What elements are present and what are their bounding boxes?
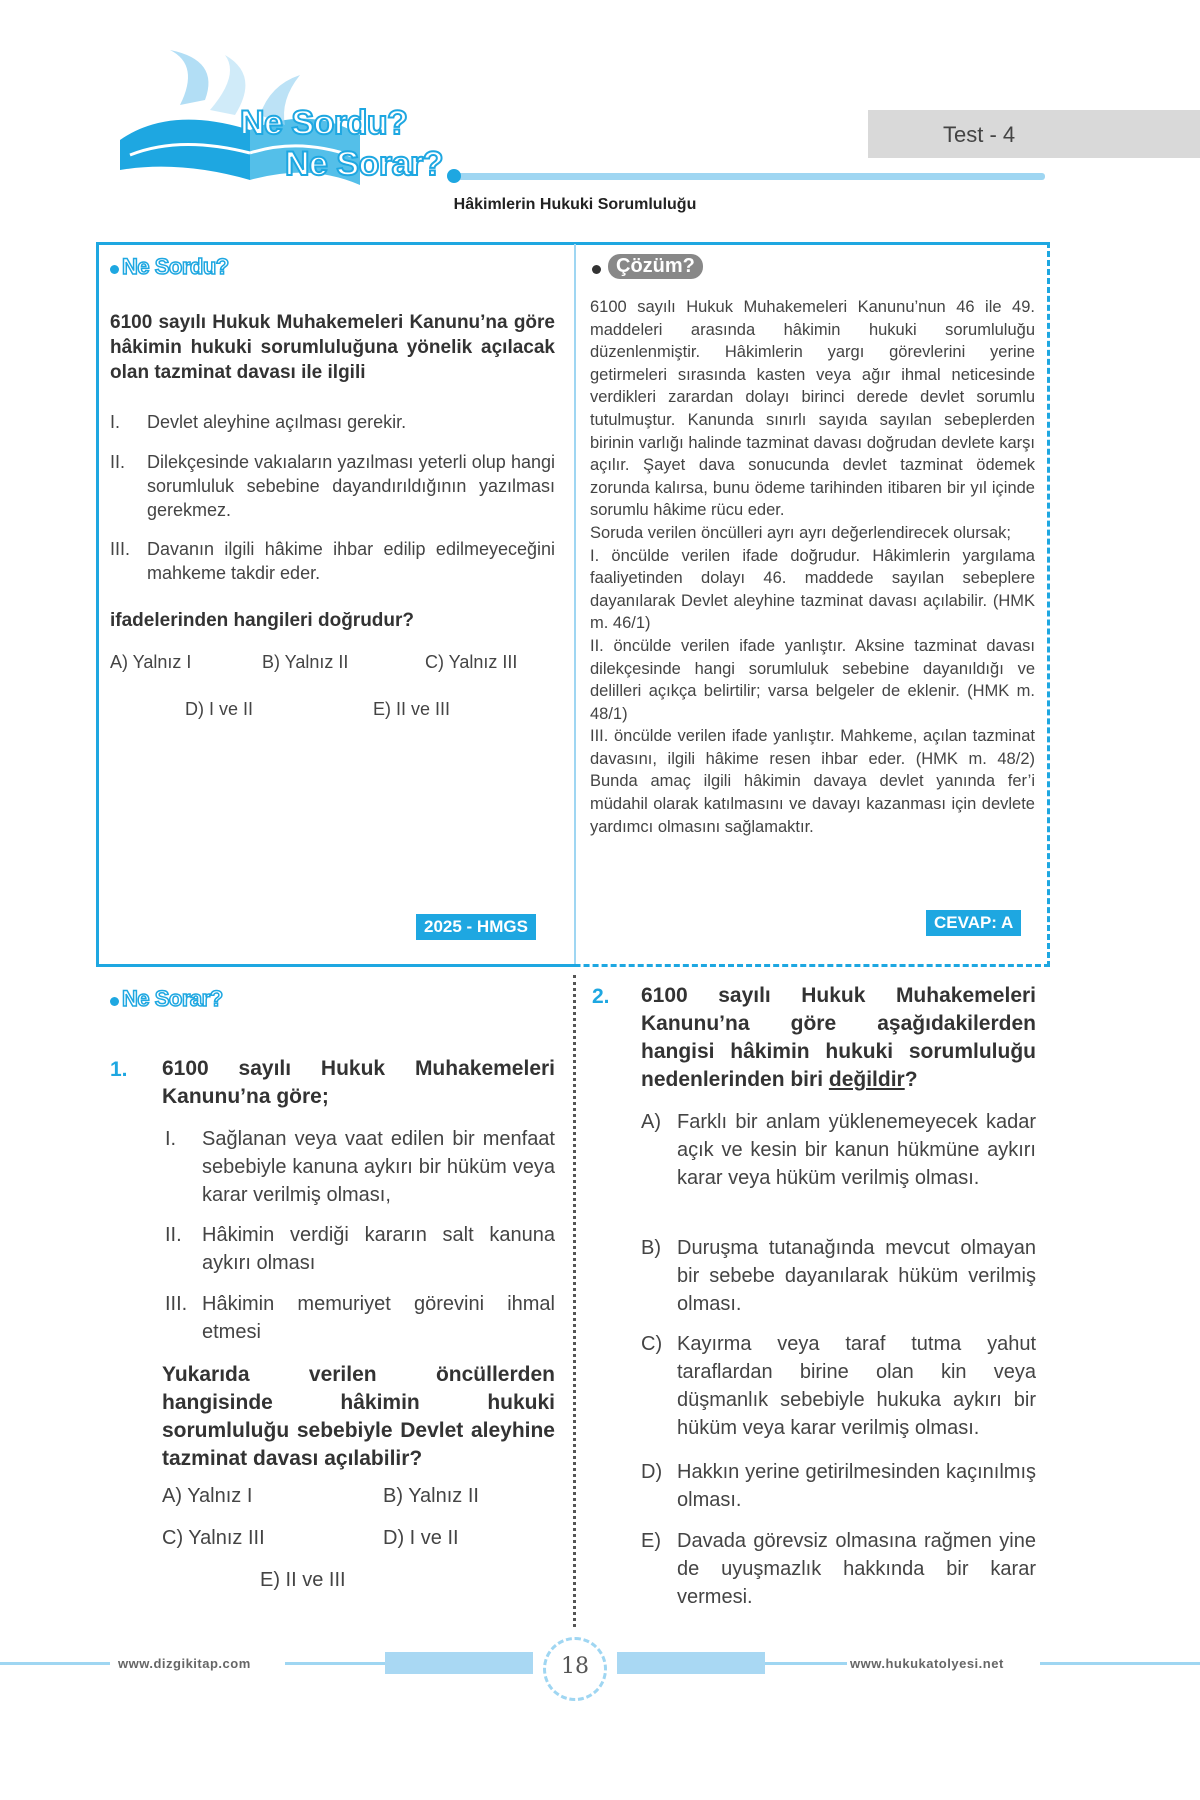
item-text: Davanın ilgili hâkime ihbar edilip edilmeyeceğini mahkeme takdir eder. [147, 539, 555, 583]
item-text: Dilekçesinde vakıaların yazılması yeterli olup hangi sorumluluk sebebine dayandırıldığının yazılması gerekmez. [147, 452, 555, 520]
ne-sordu-dot [110, 265, 119, 274]
q1-option-d: D) I ve II [383, 1527, 459, 1549]
ne-sorar-heading: Ne Sorar? [122, 986, 223, 1011]
box-bottom-border [96, 964, 576, 967]
option-text: Farklı bir anlam yüklenemeyecek kadar açık ve kesin bir kanun hükmüne aykırı karar veya hüküm verilmiş olması. [677, 1111, 1036, 1189]
footer-bar [385, 1652, 533, 1674]
solution-paragraph: III. öncülde verilen ifade yanlıştır. Mahkeme, açılan tazminat davasını, ilgili hâkime resen ihbar eder. (HMK m. 48/2) Bunda amaç ilgili hâkimin davaya devlet yanında fer’i müdahil olarak katılmasını ve davayı kazanması için devlete yardımcı olmasını sağlamaktır. [590, 727, 1035, 836]
item-number: I. [110, 412, 121, 432]
option-text: Kayırma veya taraf tutma yahut taraflardan birine olan kin veya düşmanlık sebebiyle hukuka aykırı bir hüküm veya karar verilmiş olması. [677, 1333, 1036, 1439]
question-1-stem: 6100 sayılı Hukuk Muhakemeleri Kanunu’na göre; [162, 1057, 555, 1108]
ne-sordu-item [110, 410, 555, 434]
question-2-number: 2. [592, 985, 610, 1008]
item-text: Hâkimin memuriyet görevini ihmal etmesi [202, 1293, 555, 1343]
question-1-item [165, 1125, 555, 1209]
item-number: II. [165, 1224, 182, 1246]
cozum-dot [592, 265, 601, 274]
q2-option [641, 1330, 1036, 1442]
question-1-item [165, 1221, 555, 1277]
option-d: D) I ve II [185, 699, 254, 719]
option-c: C) Yalnız III [425, 652, 518, 672]
ne-sordu-heading: Ne Sordu? [122, 254, 229, 279]
item-number: III. [165, 1293, 188, 1315]
option-text: Duruşma tutanağında mevcut olmayan bir sebebe dayanılarak hüküm verilmiş olması. [677, 1237, 1036, 1315]
option-a: A) Yalnız I [110, 652, 192, 672]
question-2-stem-end: ? [904, 1068, 918, 1091]
item-text: Sağlanan veya vaat edilen bir menfaat sebebiyle kanuna aykırı bir hüküm veya karar verilmiş olması, [202, 1128, 555, 1206]
question-1-number: 1. [110, 1058, 128, 1081]
cozum-heading: Çözüm? [608, 254, 703, 279]
question-1-prompt: Yukarıda verilen öncüllerden hangisinde hâkimin hukuki sorumluluğu sebebiyle Devlet aleyhine tazminat davası açılabilir? [162, 1363, 555, 1470]
footer-bar [617, 1652, 765, 1674]
footer-line [285, 1662, 385, 1665]
question-1-item [165, 1290, 555, 1346]
topic-title: Hâkimlerin Hukuki Sorumluluğu [453, 196, 697, 213]
logo-title-line1: Ne Sordu? [240, 104, 408, 142]
option-letter: A) [641, 1111, 661, 1133]
option-e: E) II ve III [373, 699, 451, 719]
ne-sorar-dot [110, 997, 119, 1006]
item-number: I. [165, 1128, 177, 1150]
footer-line [0, 1662, 110, 1665]
q1-option-e: E) II ve III [260, 1569, 346, 1591]
option-letter: D) [641, 1461, 663, 1483]
test-label: Test - 4 [943, 122, 1016, 147]
solution-paragraph: I. öncülde verilen ifade doğrudur. Hâkimlerin yargılama faaliyetinden dolayı 46. maddede sayılan sebeplere dayanılarak Devlet aleyhine tazminat davası açılabilir. (HMK m. 46/1) [590, 546, 1035, 633]
item-number: III. [110, 539, 131, 559]
option-letter: C) [641, 1333, 663, 1355]
footer-right-url[interactable]: www.hukukatolyesi.net [850, 1656, 1004, 1671]
footer-line [1040, 1662, 1200, 1665]
test-label-box [868, 110, 1200, 158]
question-2-stem-text: 6100 sayılı Hukuk Muhakemeleri Kanunu’na göre aşağıdakilerden hangisi hâkimin hukuki sorumluluğu nedenlerinden biri [641, 984, 1036, 1091]
footer-left-url[interactable]: www.dizgikitap.com [118, 1656, 251, 1671]
item-text: Hâkimin verdiği kararın salt kanuna aykırı olması [202, 1224, 555, 1274]
exam-badge: 2025 - HMGS [416, 914, 536, 940]
header-divider [455, 173, 1045, 180]
option-b: B) Yalnız II [262, 652, 349, 672]
box-column-divider [574, 244, 576, 964]
solution-paragraph: II. öncülde verilen ifade yanlıştır. Aksine tazminat davası dilekçesinde hangi sorumluluk sebebine dayanıldığı ve delilleri açıkça belirtilir; varsa belgeler de eklenir. (HMK m. 48/1) [590, 636, 1035, 723]
option-letter: B) [641, 1237, 661, 1259]
ne-sordu-stem: 6100 sayılı Hukuk Muhakemeleri Kanunu’na göre hâkimin hukuki sorumluluğuna yönelik açılacak olan tazminat davası ile ilgili [110, 312, 555, 383]
question-2-negation: değildir [828, 1068, 905, 1091]
option-text: Hakkın yerine getirilmesinden kaçınılmış olması. [677, 1461, 1036, 1511]
q1-option-b: B) Yalnız II [383, 1485, 479, 1507]
question-2-stem [641, 982, 1036, 1094]
q2-option [641, 1458, 1036, 1514]
logo-title-line2: Ne Sorar? [285, 145, 443, 183]
q1-option-a: A) Yalnız I [162, 1485, 253, 1507]
solution-text [590, 296, 1035, 838]
option-letter: E) [641, 1530, 661, 1552]
q2-option [641, 1234, 1036, 1318]
header-dot [447, 169, 461, 183]
ne-sordu-item [110, 450, 555, 522]
q2-option [641, 1108, 1036, 1220]
item-number: II. [110, 452, 126, 472]
ne-sordu-question: ifadelerinden hangileri doğrudur? [110, 610, 415, 631]
item-text: Devlet aleyhine açılması gerekir. [147, 412, 407, 432]
footer-line [765, 1662, 847, 1665]
q2-option [641, 1527, 1036, 1611]
solution-paragraph: 6100 sayılı Hukuk Muhakemeleri Kanunu’nun 46 ile 49. maddeleri arasında hâkimin hukuki sorumluluğu düzenlenmiştir. Hâkimlerin yargı görevlerini yerine getirmeleri sırasında kasten veya ağır ihmal neticesinde verdikleri zarardan dolayı birinci derede devlet sorumlu tutulmuştur. Kanunda sınırlı sayıda sayılan sebeplerden birinin varlığı halinde tazminat davası doğrudan devlete karşı açılır. Şayet dava sonucunda devlet tazminat ödemek zorunda kalırsa, bunu ödeme tarihinden itibaren bir yıl içinde sorumlu hâkime rücu eder. [590, 298, 1035, 520]
page-number: 18 [561, 1654, 589, 1679]
column-divider [573, 975, 576, 1627]
ne-sordu-item [110, 537, 555, 585]
answer-badge: CEVAP: A [926, 910, 1021, 936]
option-text: Davada görevsiz olmasına rağmen yine de uyuşmazlık hakkında bir karar vermesi. [677, 1530, 1036, 1608]
solution-paragraph: Soruda verilen öncülleri ayrı ayrı değerlendirecek olursak; [590, 523, 1011, 542]
q1-option-c: C) Yalnız III [162, 1527, 265, 1549]
